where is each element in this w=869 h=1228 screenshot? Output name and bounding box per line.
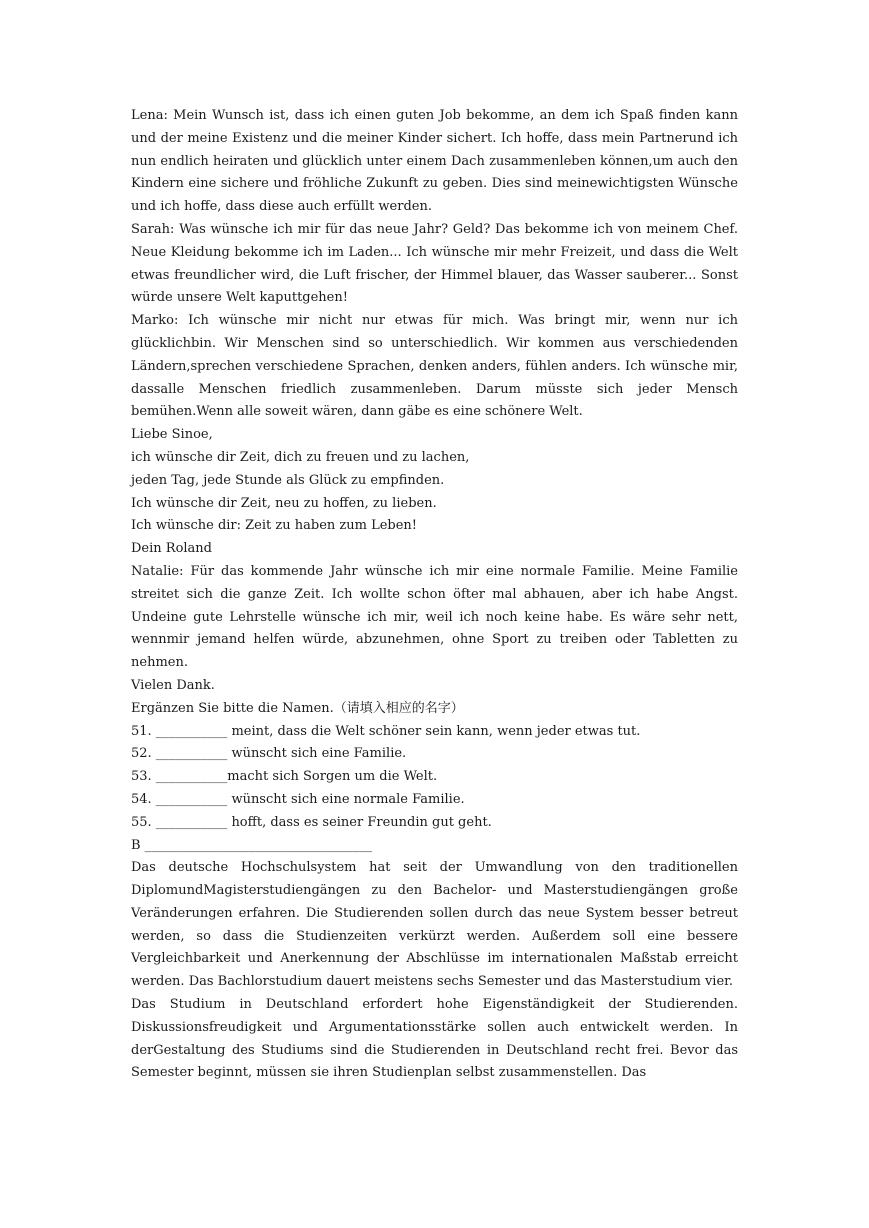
letter-greeting: Liebe Sinoe, xyxy=(131,427,213,443)
question-51: 51. ___________ meint, dass die Welt schöner sein kann, wenn jeder etwas tut. xyxy=(131,723,641,739)
question-52: 52. ___________ wünscht sich eine Familie. xyxy=(131,746,407,762)
letter-line: jeden Tag, jede Stunde als Glück zu empfinden. xyxy=(131,472,445,488)
letter-line: ich wünsche dir Zeit, dich zu freuen und zu lachen, xyxy=(131,449,470,465)
question-55: 55. ___________ hofft, dass es seiner Freundin gut geht. xyxy=(131,814,492,830)
paragraph-lena: Lena: Mein Wunsch ist, dass ich einen guten Job bekomme, an dem ich Spaß finden kann und der meine Existenz und die meiner Kinder sichert. Ich hoffe, dass mein Partnerund ich nun endlich heiraten und glücklich unter einem Dach zusammenleben können,um auch den Kindern eine sichere und fröhliche Zukunft zu geben. Dies sind meinewichtigsten Wünsche und ich hoffe, dass diese auch erfüllt werden. xyxy=(131,108,738,215)
paragraph-natalie: Natalie: Für das kommende Jahr wünsche ich mir eine normale Familie. Meine Familie streitet sich die ganze Zeit. Ich wollte schon öfter mal abhauen, aber ich habe Angst. Undeine gute Lehrstelle wünsche ich mir, weil ich noch keine habe. Es wäre sehr nett, wennmir jemand helfen würde, abzunehmen, ohne Sport zu treiben oder Tabletten zu nehmen. xyxy=(131,563,738,671)
letter-signature: Dein Roland xyxy=(131,541,212,557)
letter-line: Ich wünsche dir Zeit, neu zu hoffen, zu lieben. xyxy=(131,495,437,511)
paragraph-marko: Marko: Ich wünsche mir nicht nur etwas für mich. Was bringt mir, wenn nur ich glücklichbin. Wir Menschen sind so unterschiedlich. Wir kommen aus verschiedenden Ländern,sprechen verschiedene Sprachen, denken anders, fühlen anders. Ich wünsche mir, dassalle Menschen friedlich zusammenleben. Darum müsste sich jeder Mensch bemühen.Wenn alle soweit wären, dann gäbe es eine schönere Welt. xyxy=(131,313,738,420)
document-page xyxy=(131,105,738,1085)
question-54: 54. ___________ wünscht sich eine normale Familie. xyxy=(131,791,465,807)
paragraph-studium: Das Studium in Deutschland erfordert hohe Eigenständigkeit der Studierenden. Diskussionsfreudigkeit und Argumentationsstärke sollen auch entwickelt werden. In derGestaltung des Studiums sind die Studierenden in Deutschland recht frei. Bevor das Semester beginnt, müssen sie ihren Studienplan selbst zusammenstellen. Das xyxy=(131,997,738,1081)
paragraph-hochschulsystem: Das deutsche Hochschulsystem hat seit der Umwandlung von den traditionellen DiplomundMagisterstudiengängen zu den Bachelor- und Masterstudiengängen große Veränderungen erfahren. Die Studierenden sollen durch das neue System besser betreut werden, so dass die Studienzeiten verkürzt werden. Außerdem soll eine bessere Vergleichbarkeit und Anerkennung der Abschlüsse im internationalen Maßstab erreicht werden. Das Bachlorstudium dauert meistens sechs Semester und das Masterstudium vier. xyxy=(131,860,738,990)
letter-line: Ich wünsche dir: Zeit zu haben zum Leben! xyxy=(131,518,418,534)
paragraph-sarah: Sarah: Was wünsche ich mir für das neue Jahr? Geld? Das bekomme ich von meinem Chef. Neue Kleidung bekomme ich im Laden... Ich wünsche mir mehr Freizeit, und dass die Welt etwas freundlicher wird, die Luft frischer, der Himmel blauer, das Wasser sauberer... Sonst würde unsere Welt kaputtgehen! xyxy=(131,221,738,306)
exercise-instruction: Ergänzen Sie bitte die Namen.（请填入相应的名字） xyxy=(131,700,464,716)
closing-thanks: Vielen Dank. xyxy=(131,677,215,693)
section-b-heading: B ___________________________________ xyxy=(131,837,373,853)
question-53: 53. ___________macht sich Sorgen um die Welt. xyxy=(131,769,438,785)
